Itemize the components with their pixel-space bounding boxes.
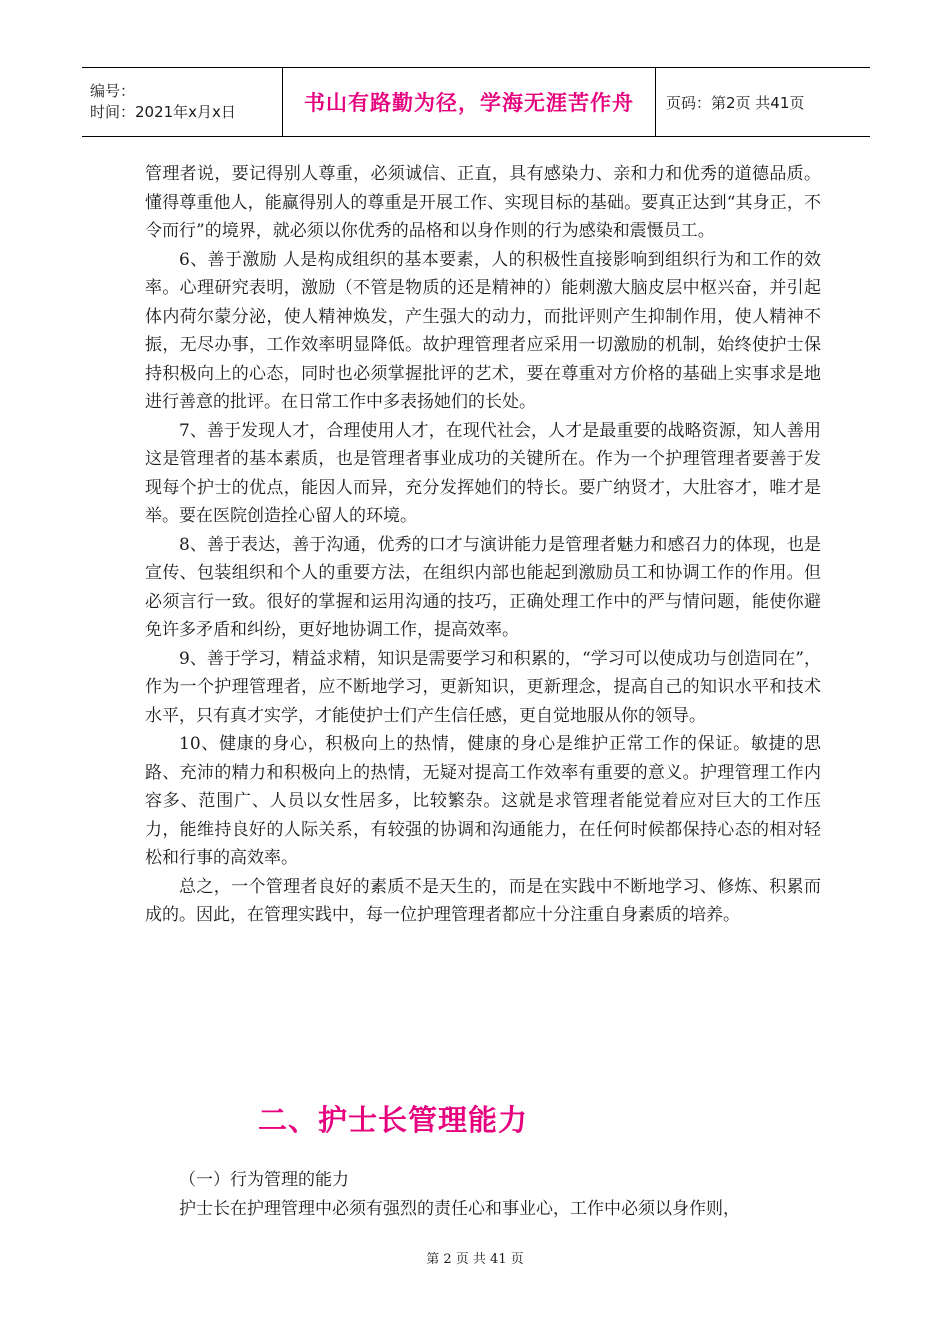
header-page-info: 页码：第2页 共41页 — [666, 93, 805, 112]
paragraph: 7、善于发现人才，合理使用人才，在现代社会，人才是最重要的战略资源，知人善用这是管理者的基本素质，也是管理者事业成功的关键所在。作为一个护理管理者要善于发现每个护士的优点，能因人而异，充分发挥她们的特长。要广纳贤才，大肚容才，唯才是举。要在医院创造拴心留人的环境。 — [145, 420, 821, 526]
paragraph: 管理者说，要记得别人尊重，必须诚信、正直，具有感染力、亲和力和优秀的道德品质。懂得尊重他人，能赢得别人的尊重是开展工作、实现目标的基础。要真正达到“其身正，不令而行”的境界，就必须以你优秀的品格和以身作则的行为感染和震慑员工。 — [145, 164, 821, 241]
paragraph: 10、健康的身心，积极向上的热情，健康的身心是维护正常工作的保证。敏捷的思路、充沛的精力和积极向上的热情，无疑对提高工作效率有重要的意义。护理管理工作内容多、范围广、人员以女性居多，比较繁杂。这就是求管理者能觉着应对巨大的工作压力，能维持良好的人际关系，有较强的协调和沟通能力，在任何时候都保持心态的相对轻松和行事的高效率。 — [145, 734, 821, 868]
body-text — [145, 160, 821, 930]
page-footer: 第 2 页 共 41 页 — [426, 1252, 524, 1267]
section-heading: 二、护士长管理能力 — [258, 1103, 529, 1137]
subsection-title: （一）行为管理的能力 — [179, 1170, 349, 1190]
paragraph: 8、善于表达，善于沟通，优秀的口才与演讲能力是管理者魅力和感召力的体现，也是宣传、包装组织和个人的重要方法，在组织内部也能起到激励员工和协调工作的作用。但必须言行一致。很好的掌握和运用沟通的技巧，正确处理工作中的严与情问题，能使你避免许多矛盾和纠纷，更好地协调工作，提高效率。 — [145, 534, 821, 640]
header-meta — [82, 68, 282, 136]
paragraph: 9、善于学习，精益求精，知识是需要学习和积累的，“学习可以使成功与创造同在”，作为一个护理管理者，应不断地学习，更新知识，更新理念，提高自己的知识水平和技术水平，只有真才实学，才能使护士们产生信任感，更自觉地服从你的领导。 — [145, 648, 821, 726]
paragraph: 6、善于激励 人是构成组织的基本要素，人的积极性直接影响到组织行为和工作的效率。心理研究表明，激励（不管是物质的还是精神的）能刺激大脑皮层中枢兴奋，并引起体内荷尔蒙分泌，使人精神焕发，产生强大的动力，而批评则产生抑制作用，使人精神不振，无尽办事，工作效率明显降低。故护理管理者应采用一切激励的机制，始终使护士保持积极向上的心态，同时也必须掌握批评的艺术，要在尊重对方价格的基础上实事求是地进行善意的批评。在日常工作中多表扬她们的长处。 — [145, 249, 821, 412]
document-header — [82, 67, 870, 137]
document-number-label: 编号： — [90, 82, 136, 100]
document-date-label: 时间：2021年x月x日 — [90, 103, 236, 121]
subsection — [145, 1166, 821, 1224]
paragraph: 总之，一个管理者良好的素质不是天生的，而是在实践中不断地学习、修炼、积累而成的。因此，在管理实践中，每一位护理管理者都应十分注重自身素质的培养。 — [145, 876, 821, 925]
header-motto-cell — [282, 68, 656, 136]
subsection-paragraph: 护士长在护理管理中必须有强烈的责任心和事业心，工作中必须以身作则， — [179, 1199, 740, 1219]
header-motto: 书山有路勤为径，学海无涯苦作舟 — [304, 91, 634, 115]
header-page-info-cell — [656, 68, 870, 136]
